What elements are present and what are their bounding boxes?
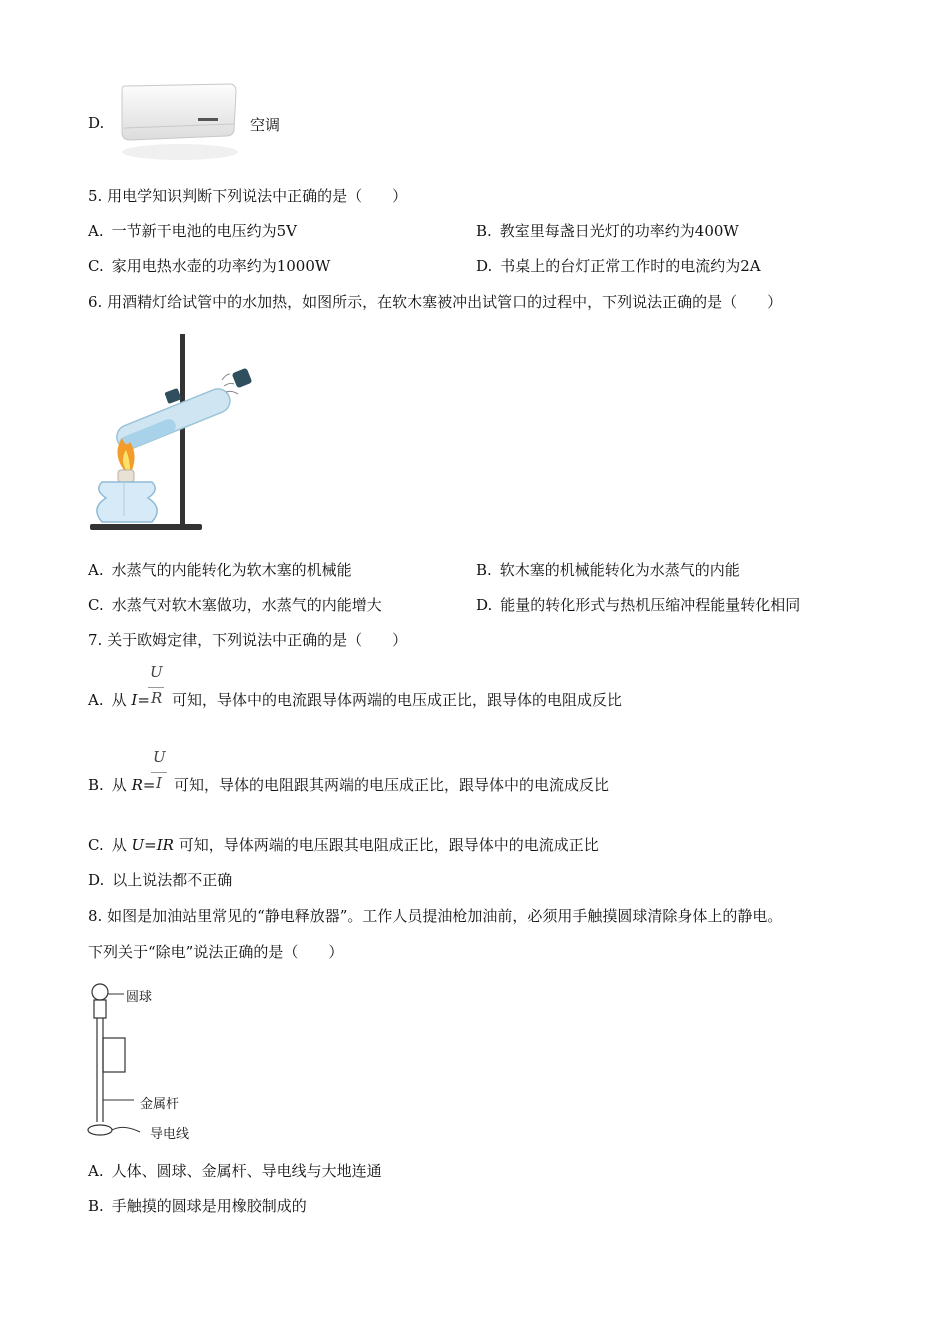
option-letter: A. [88, 691, 104, 709]
q7a-text: 可知，导体中的电流跟导体两端的电压成正比，跟导体的电阻成反比 [172, 691, 623, 709]
option-text: 能量的转化形式与热机压缩冲程能量转化相同 [500, 596, 801, 614]
q7-option-b [88, 774, 155, 796]
q7-option-d [88, 869, 232, 891]
q7b-fraction-numerator: U [153, 748, 166, 766]
option-letter: D. [476, 257, 493, 275]
option-text: 手触摸的圆球是用橡胶制成的 [111, 1197, 307, 1215]
option-letter: A. [88, 222, 104, 240]
q5-option-d [476, 255, 761, 277]
q8-option-a [88, 1160, 382, 1182]
option-letter: C. [88, 257, 104, 275]
q6-option-d [476, 594, 800, 616]
option-letter: C. [88, 596, 104, 614]
option-text: 以上说法都不正确 [112, 871, 233, 889]
q7a-fraction-denominator: R [151, 689, 163, 707]
option-letter: B. [88, 776, 104, 794]
option-pre: 从 [111, 691, 127, 709]
option-text: 软木塞的机械能转化为水蒸气的内能 [499, 561, 740, 579]
option-text: 教室里每盏日光灯的功率约为400W [499, 222, 739, 240]
figure-label-wire: 导电线 [150, 1127, 190, 1142]
option-text: 一节新干电池的电压约为5V [111, 222, 297, 240]
alcohol-lamp-test-tube-figure [86, 330, 266, 542]
q6-option-c [88, 594, 382, 616]
option-text: 水蒸气对软木塞做功，水蒸气的内能增大 [111, 596, 382, 614]
formula-lhs: I= [131, 691, 150, 709]
option-pre: 从 [111, 836, 127, 854]
q7a-fraction-numerator: U [150, 663, 163, 681]
q6-stem: 6. 用酒精灯给试管中的水加热，如图所示，在软木塞被冲出试管口的过程中，下列说法正确的是（ ） [88, 293, 783, 311]
q6-option-b [476, 559, 740, 581]
q7b-text: 可知，导体的电阻跟其两端的电压成正比，跟导体中的电流成反比 [174, 776, 610, 794]
formula: U=IR [131, 836, 174, 854]
q7b-fraction-denominator: I [156, 774, 162, 792]
option-letter: B. [476, 561, 492, 579]
option-letter: A. [88, 1162, 104, 1180]
option-text: 人体、圆球、金属杆、导电线与大地连通 [111, 1162, 382, 1180]
formula-lhs: R= [131, 776, 156, 794]
q8-stem-line1: 8. 如图是加油站里常见的“静电释放器”。工作人员提油枪加油前，必须用手触摸圆球清除身体上的静电。 [88, 907, 783, 925]
figure-label-ball: 圆球 [126, 990, 153, 1005]
q6-option-a [88, 559, 352, 581]
q8-option-b [88, 1195, 307, 1217]
option-letter: B. [88, 1197, 104, 1215]
q7b-fraction-bar [151, 772, 167, 773]
q4-option-d-text: 空调 [250, 116, 281, 134]
option-pre: 从 [111, 776, 127, 794]
q5-option-a [88, 220, 297, 242]
static-discharger-figure [84, 982, 154, 1142]
q4-option-d [88, 112, 104, 134]
q7-stem: 7. 关于欧姆定律，下列说法中正确的是（ ） [88, 631, 408, 649]
air-conditioner-image [112, 80, 242, 162]
figure-label-rod: 金属杆 [140, 1097, 180, 1112]
option-text: 水蒸气的内能转化为软木塞的机械能 [111, 561, 352, 579]
q5-option-b [476, 220, 739, 242]
q5-option-c [88, 255, 330, 277]
option-letter: D. [476, 596, 493, 614]
option-letter: D. [88, 114, 105, 132]
option-letter: C. [88, 836, 104, 854]
q7a-fraction-bar [148, 687, 164, 688]
option-text: 书桌上的台灯正常工作时的电流约为2A [500, 257, 761, 275]
option-letter: B. [476, 222, 492, 240]
option-text: 家用电热水壶的功率约为1000W [111, 257, 331, 275]
option-letter: A. [88, 561, 104, 579]
q7-option-c [88, 834, 599, 856]
q5-stem: 5. 用电学知识判断下列说法中正确的是（ ） [88, 187, 408, 205]
option-text: 可知，导体两端的电压跟其电阻成正比，跟导体中的电流成正比 [178, 836, 599, 854]
option-letter: D. [88, 871, 105, 889]
q8-stem-line2: 下列关于“除电”说法正确的是（ ） [88, 943, 344, 961]
q7-option-a [88, 689, 150, 711]
